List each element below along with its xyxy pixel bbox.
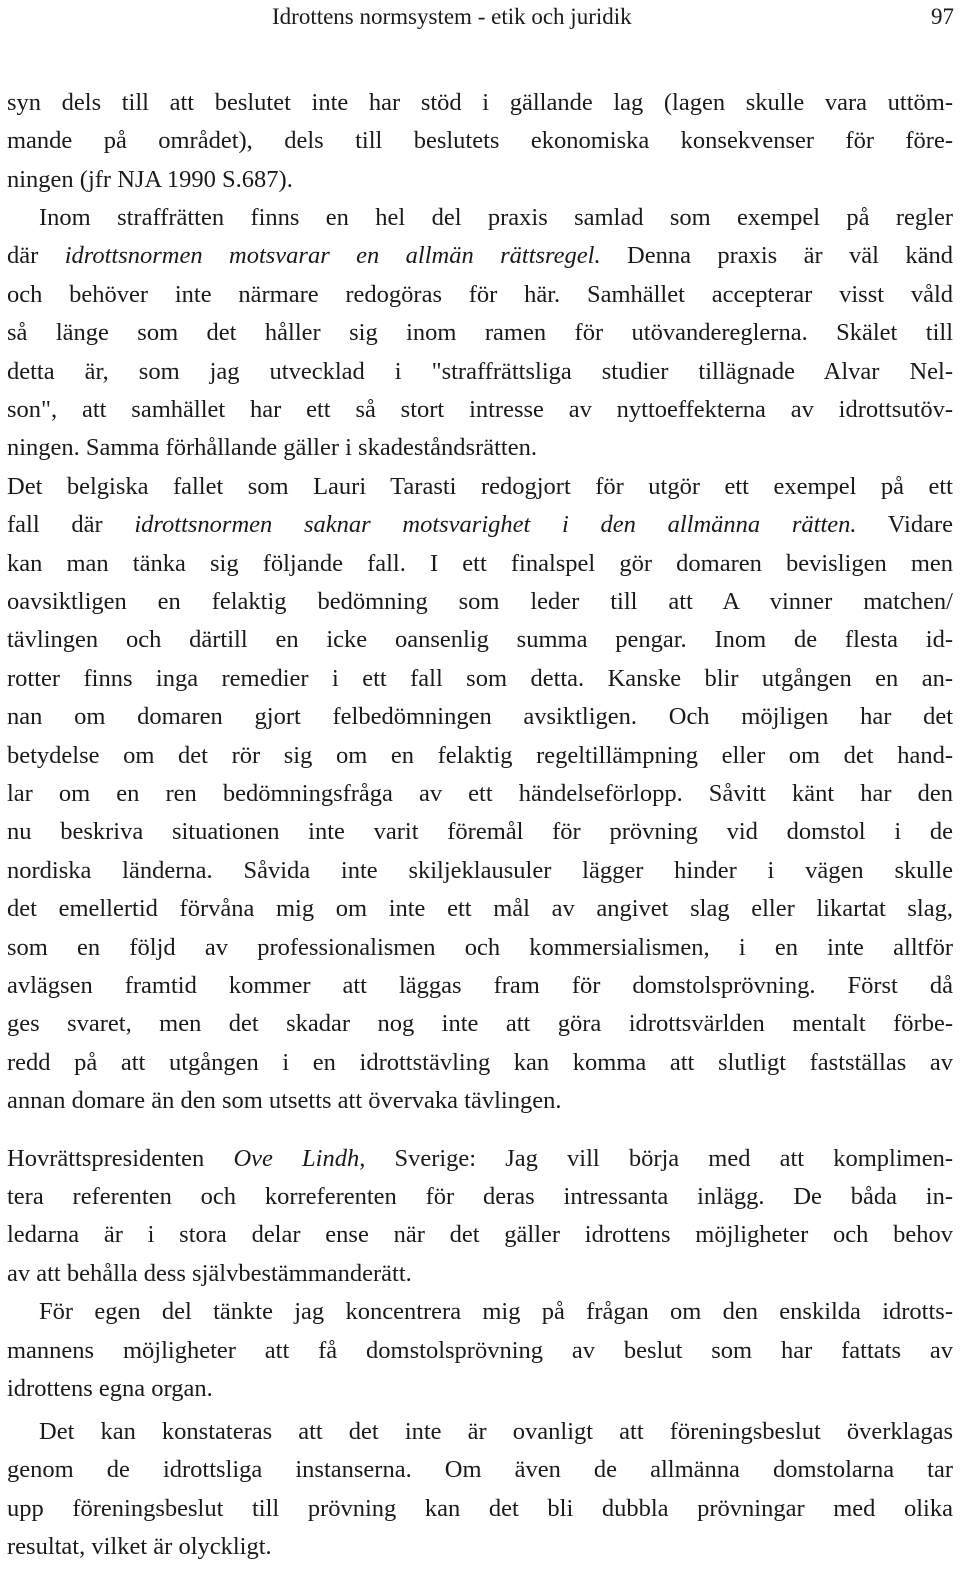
running-header [0,2,960,32]
text-run: kan man tänka sig följande fall. I ett finalspel gör domaren bevisligen men [7,550,953,577]
text-run: genom de idrottsliga instanserna. Om även de allmänna domstolarna tar [7,1456,953,1483]
text-run: Inom straffrätten finns en hel del praxis samlad som exempel på regler [39,204,953,231]
text-line [7,1220,953,1250]
text-run: nan om domaren gjort felbedömningen avsiktligen. Och möjligen har det [7,703,953,730]
text-line [7,88,953,118]
text-line [7,357,953,387]
text-run: nordiska länderna. Såvida inte skiljeklausuler lägger hinder i vägen skulle [7,857,953,884]
text-run: Det kan konstateras att det inte är ovanligt att föreningsbeslut överklagas [39,1418,953,1445]
text-line [39,1297,953,1327]
text-line [7,741,953,771]
text-run: redd på att utgången i en idrottstävling kan komma att slutligt fastställas av [7,1049,953,1076]
text-run: nu beskriva situationen inte varit föremål för prövning vid domstol i de [7,818,953,845]
text-line [7,856,953,886]
text-line [7,1455,953,1485]
text-run: mannens möjligheter att få domstolsprövning av beslut som har fattats av [7,1337,953,1364]
text-run: syn dels till att beslutet inte har stöd i gällande lag (lagen skulle vara uttöm- [7,89,953,116]
text-run: upp föreningsbeslut till prövning kan det bli dubbla prövningar med olika [7,1495,953,1522]
text-line [7,433,953,463]
text-line [7,625,953,655]
text-line [7,1494,953,1524]
text-line [7,1086,953,1116]
text-run: och behöver inte närmare redogöras för här. Samhället accepterar visst våld [7,281,953,308]
text-run: resultat, vilket är olyckligt. [7,1533,272,1560]
text-line [7,817,953,847]
text-line [7,1144,953,1174]
text-run: fall där [7,511,135,538]
text-line [7,587,953,617]
text-run: ges svaret, men det skadar nog inte att göra idrottsvärlden mentalt förbe- [7,1010,953,1037]
text-line [7,933,953,963]
italic-phrase: Ove Lindh, [233,1145,366,1172]
text-line [7,472,953,502]
text-run: Det belgiska fallet som Lauri Tarasti redogjort för utgör ett exempel på ett [7,473,953,500]
running-title: Idrottens normsystem - etik och juridik [272,4,632,29]
text-line [7,1009,953,1039]
text-run: son", att samhället har ett så stort intresse av nyttoeffekterna av idrottsutöv- [7,396,953,423]
text-run: där [7,242,65,269]
text-run: betydelse om det rör sig om en felaktig regeltillämpning eller om det hand- [7,742,953,769]
text-line [7,395,953,425]
text-run: Denna praxis är väl känd [600,242,953,269]
text-line [7,549,953,579]
text-line [7,1374,953,1404]
text-line [7,1048,953,1078]
text-line [7,1259,953,1289]
text-line [7,894,953,924]
text-run: så länge som det håller sig inom ramen för utövandereglerna. Skälet till [7,319,953,346]
text-run: lar om en ren bedömningsfråga av ett händelseförlopp. Såvitt känt har den [7,780,953,807]
text-run: av att behålla dess självbestämmanderätt. [7,1260,412,1287]
text-run: som en följd av professionalismen och kommersialismen, i en inte alltför [7,934,953,961]
text-run: oavsiktligen en felaktig bedömning som leder till att A vinner matchen/ [7,588,953,615]
page-number: 97 [931,4,954,29]
text-run: detta är, som jag utvecklad i "straffrättsliga studier tillägnade Alvar Nel- [7,358,953,385]
italic-phrase: idrottsnormen motsvarar en allmän rättsregel. [64,242,601,269]
text-run: annan domare än den som utsetts att övervaka tävlingen. [7,1087,562,1114]
text-line [7,1182,953,1212]
text-line [7,1336,953,1366]
text-line [7,702,953,732]
text-run: tera referenten och korreferenten för deras intressanta inlägg. De båda in- [7,1183,953,1210]
text-run: ledarna är i stora delar ense när det gäller idrottens möjligheter och behov [7,1221,953,1248]
text-run: Sverige: Jag vill börja med att komplimen- [365,1145,953,1172]
text-line [7,1532,953,1562]
text-run: tävlingen och därtill en icke oansenlig summa pengar. Inom de flesta id- [7,626,953,653]
text-run: Vidare [856,511,953,538]
text-run: mande på området), dels till beslutets ekonomiska konsekvenser för före- [7,127,953,154]
italic-phrase: idrottsnormen saknar motsvarighet i den allmänna rätten. [134,511,857,538]
text-line [7,318,953,348]
text-run: Hovrättspresidenten [7,1145,234,1172]
text-line [7,510,953,540]
text-line [7,241,953,271]
text-line [7,664,953,694]
text-line [7,126,953,156]
text-line [7,280,953,310]
text-run: rotter finns inga remedier i ett fall som detta. Kanske blir utgången en an- [7,665,953,692]
text-line [39,1417,953,1447]
text-run: För egen del tänkte jag koncentrera mig på frågan om den enskilda idrotts- [39,1298,953,1325]
text-line [7,971,953,1001]
text-line [7,165,953,195]
text-run: det emellertid förvåna mig om inte ett mål av angivet slag eller likartat slag, [7,895,953,922]
text-line [7,779,953,809]
text-run: ningen (jfr NJA 1990 S.687). [7,166,293,193]
text-run: idrottens egna organ. [7,1375,213,1402]
text-run: ningen. Samma förhållande gäller i skadeståndsrätten. [7,434,537,461]
text-run: avlägsen framtid kommer att läggas fram för domstolsprövning. Först då [7,972,953,999]
text-line [39,203,953,233]
